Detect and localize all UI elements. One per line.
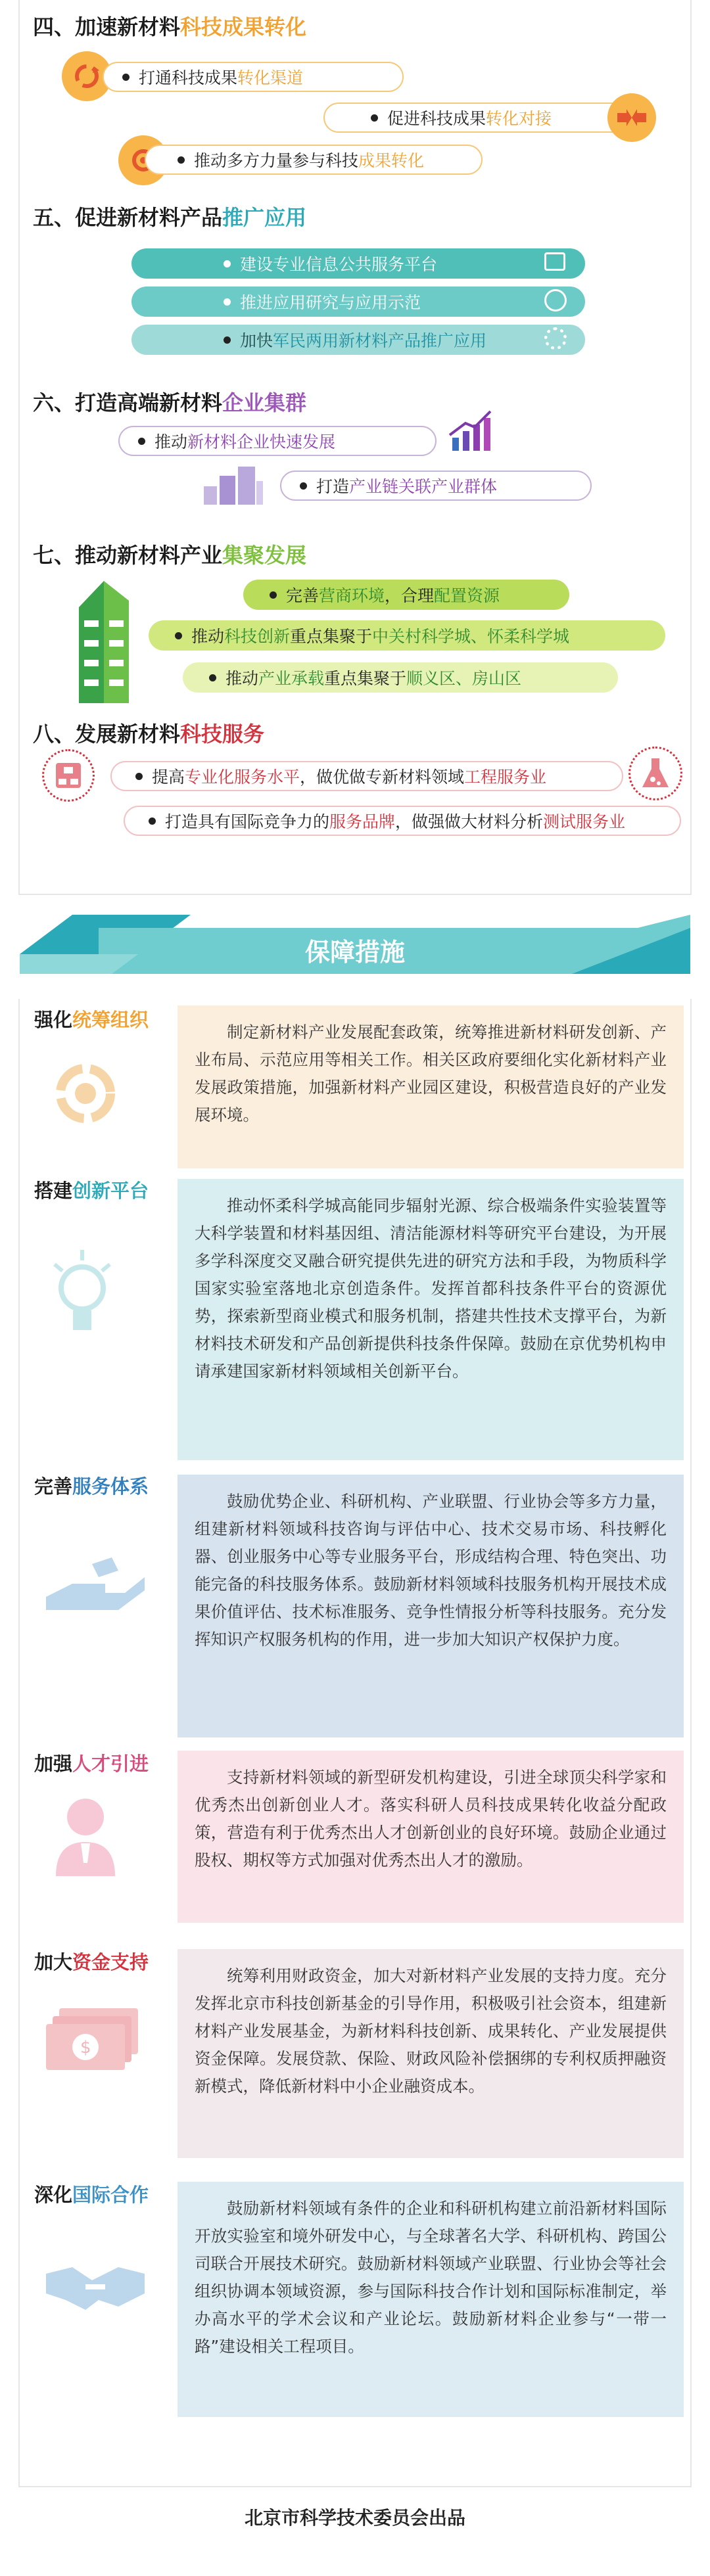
- person-icon: [46, 1787, 125, 1879]
- converge-arrows-icon: [607, 93, 656, 142]
- guarantee-3-text: 鼓励优势企业、科研机构、产业联盟、行业协会等多方力量，组建新材料领域科技咨询与评估中心、技术交易市场、科技孵化器、创业服务中心等专业服务平台，形成结构合理、特色突出、功能完备的科技服务体系。鼓励新材料领域科技服务机构开展技术成果价值评估、技术标准服务、竞争性情报分析等科技服务。充分发挥知识产权服务机构的作用，进一步加大知识产权保护力度。: [178, 1475, 684, 1737]
- sec7-item-3: 推动 产业承载 重点集聚于 顺义区、房山区: [183, 662, 618, 693]
- section-7-title: 七、推动新材料产业集聚发展: [33, 543, 307, 568]
- content-card: [18, 0, 692, 895]
- section-8-title: 八、发展新材料科技服务: [33, 722, 265, 747]
- guarantee-2-title: 搭建创新平台: [34, 1180, 149, 1202]
- guarantee-1-text: 制定新材料产业发展配套政策，统筹推进新材料研发创新、产业布局、示范应用等相关工作。相关区政府要细化实化新材料产业发展政策措施，加强新材料产业园区建设，积极营造良好的产业发展环境。: [178, 1005, 684, 1168]
- sec8-item-2: 打造具有国际竞争力的 服务品牌 ，做强做大材料分析 测试服务业: [124, 806, 681, 836]
- guarantee-3-title: 完善服务体系: [34, 1475, 149, 1498]
- globe-icon: [544, 289, 567, 311]
- sec4-item-1: 打通科技成果 转化渠道: [103, 62, 404, 92]
- guarantee-6-text: 鼓励新材料领域有条件的企业和科研机构建立前沿新材料国际开放实验室和境外研发中心，与全球著名大学、科研机构、跨国公司联合开展技术研究。鼓励新材料领域产业联盟、行业协会等社会组织协调本领域资源，参与国际科技合作计划和国际标准制定，举办高水平的学术会议和产业论坛。鼓励新材料企业参与“一带一路”建设相关工程项目。: [178, 2182, 684, 2417]
- growth-chart-icon: [447, 409, 493, 455]
- guarantee-5-text: 统筹利用财政资金，加大对新材料产业发展的支持力度。充分发挥北京市科技创新基金的引导作用，积极吸引社会资本，组建新材料产业发展基金，为新材料科技创新、成果转化、产业发展提供资金保障。发展贷款、保险、财政风险补偿捆绑的专利权质押融资新模式，降低新材料中小企业融资成本。: [178, 1949, 684, 2158]
- monitor-icon: [544, 252, 565, 271]
- sec5-item-2: 推进 应用研究与应用示范: [131, 287, 585, 317]
- footer-publisher: 北京市科学技术委员会出品: [244, 2507, 465, 2529]
- sec6-item-2: 打造 产业链关联产业群体: [280, 471, 592, 501]
- section-6-title: 六、打造高端新材料企业集群: [33, 390, 307, 415]
- guarantee-2-text: 推动怀柔科学城高能同步辐射光源、综合极端条件实验装置等大科学装置和材料基因组、清洁能源材料等研究平台建设，为开展多学科深度交叉融合研究提供先进的研究方法和手段，为物质科学国家实验室落地北京创造条件。发挥首都科技条件平台的资源优势，探索新型商业模式和服务机制，搭建共性技术支撑平台，为新材料技术研发和产品创新提供科技条件保障。鼓励在京优势机构申请承建国家新材料领域相关创新平台。: [178, 1179, 684, 1460]
- svg-text:$: $: [80, 2038, 91, 2058]
- banner-title: 保障措施: [304, 938, 405, 967]
- money-icon: [46, 2004, 145, 2077]
- gear-icon: [544, 327, 567, 350]
- buildings-icon: [204, 464, 263, 505]
- guarantee-1-title: 强化统筹组织: [34, 1009, 149, 1031]
- guarantee-6-title: 深化国际合作: [34, 2184, 149, 2206]
- section-5-title: 五、促进新材料产品推广应用: [33, 205, 307, 230]
- sec7-item-2: 推动 科技创新 重点集聚于 中关村科学城、怀柔科学城: [149, 620, 665, 651]
- helping-hand-icon: [46, 1557, 145, 1617]
- guarantee-5-title: 加大资金支持: [34, 1951, 149, 1973]
- sec4-item-3: 推动多方力量参与科技 成果转化: [145, 145, 483, 175]
- guarantee-banner: [20, 915, 690, 974]
- skyscraper-icon: [66, 581, 138, 703]
- flask-icon: [628, 747, 682, 800]
- guarantee-4-title: 加强人才引进: [34, 1753, 149, 1775]
- handshake-icon: [46, 2261, 145, 2313]
- lightbulb-icon: [46, 1249, 118, 1347]
- sec8-item-1: 提高 专业化服务水平 ，做优做专新材料领域 工程服务业: [110, 761, 623, 791]
- sec7-item-1: 完善 营商环境 ，合理 配置资源: [243, 580, 569, 610]
- cycle-icon: [46, 1054, 125, 1133]
- sec5-item-3: 加快 军民两用新材料产品推广应用: [131, 325, 585, 355]
- sec6-item-1: 推动 新材料企业快速发展: [118, 426, 437, 456]
- sec4-item-2: 促进科技成果 转化对接: [323, 103, 632, 133]
- guarantee-4-text: 支持新材料领域的新型研发机构建设，引进全球顶尖科学家和优秀杰出创新创业人才。落实科研人员科技成果转化收益分配政策，营造有利于优秀杰出人才创新创业的良好环境。鼓励企业通过股权、期权等方式加强对优秀杰出人才的激励。: [178, 1751, 684, 1923]
- network-icon: [42, 749, 95, 802]
- section-4-title: 四、加速新材料科技成果转化: [33, 14, 307, 39]
- sec5-item-1: 建设 专业信息公共服务平台: [131, 248, 585, 279]
